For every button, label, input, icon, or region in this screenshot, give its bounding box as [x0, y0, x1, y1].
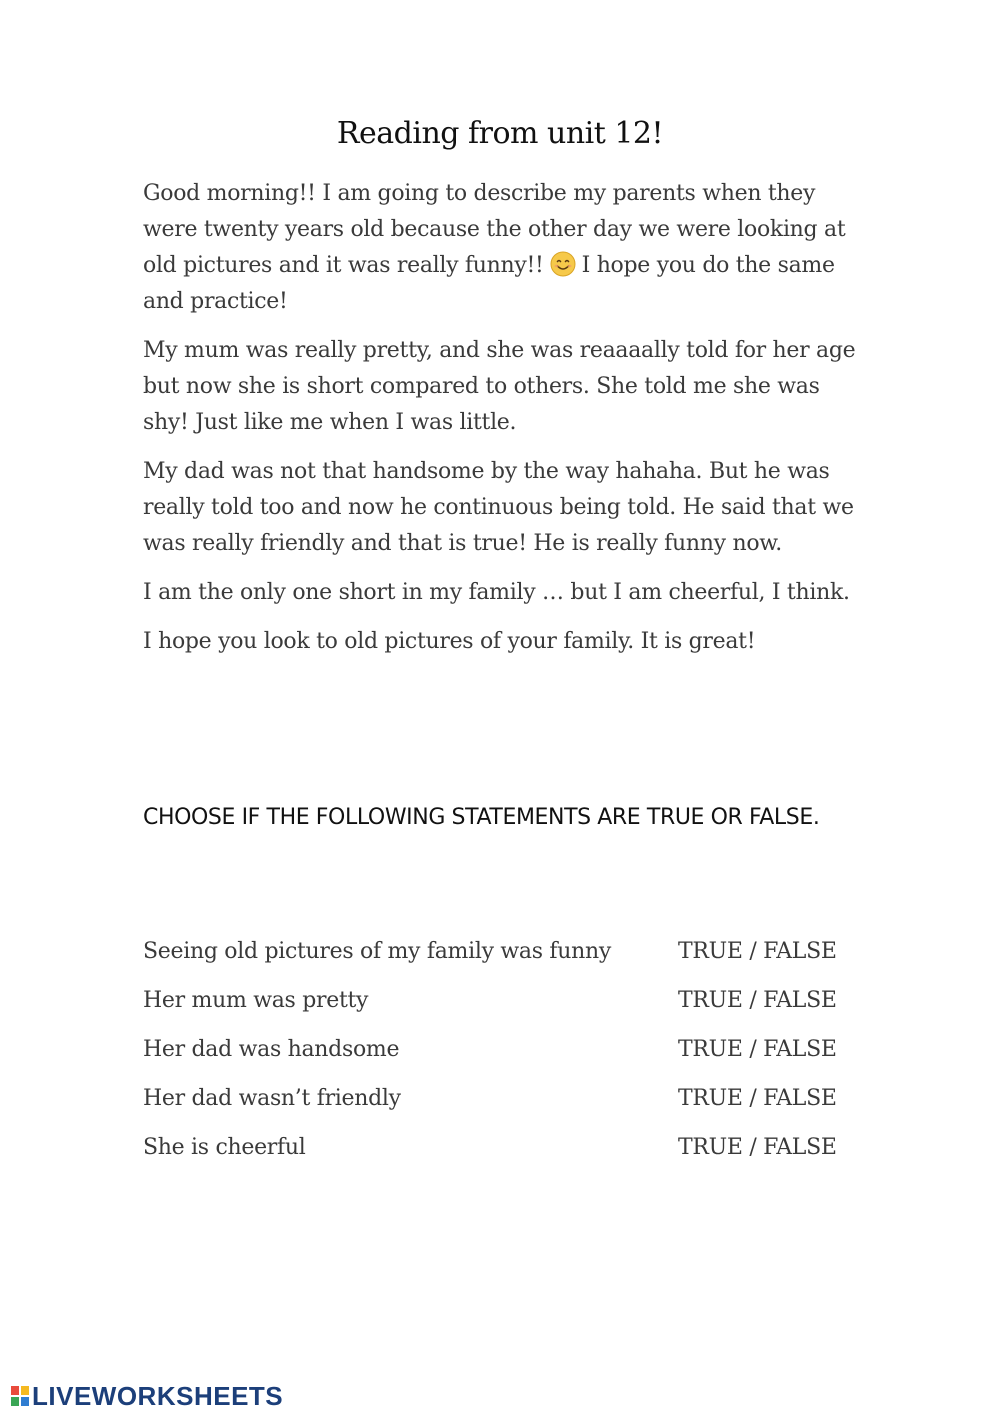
statement-text: Her dad wasn’t friendly	[143, 1086, 401, 1111]
statement-text: Her mum was pretty	[143, 988, 369, 1013]
statement-row	[143, 1028, 863, 1077]
logo-text: LIVEWORKSHEETS	[32, 1380, 284, 1411]
statement-row	[143, 979, 863, 1028]
statement-text: Seeing old pictures of my family was funny	[143, 939, 612, 964]
statement-text: Her dad was handsome	[143, 1037, 400, 1062]
page-title: Reading from unit 12!	[336, 116, 664, 151]
exercise-instruction: CHOOSE IF THE FOLLOWING STATEMENTS ARE TRUE OR FALSE.	[143, 805, 820, 830]
true-false-selector[interactable]: TRUE / FALSE	[678, 1135, 837, 1160]
smiling-face-icon	[550, 251, 576, 277]
reading-text	[143, 176, 858, 673]
paragraph-1	[143, 176, 858, 320]
paragraph-1-end: I hope you do the same and practice!	[143, 253, 835, 314]
true-false-selector[interactable]: TRUE / FALSE	[678, 1086, 837, 1111]
liveworksheets-logo-icon	[10, 1384, 30, 1408]
true-false-selector[interactable]: TRUE / FALSE	[678, 988, 837, 1013]
true-false-selector[interactable]: TRUE / FALSE	[678, 939, 837, 964]
paragraph-3: My dad was not that handsome by the way hahaha. But he was really told too and now he continuous being told. He said that we was really friendly and that is true! He is really funny now.	[143, 459, 854, 556]
statement-text: She is cheerful	[143, 1135, 306, 1160]
statement-row	[143, 1126, 863, 1175]
statement-row	[143, 930, 863, 979]
paragraph-4: I am the only one short in my family … but I am cheerful, I think.	[143, 580, 850, 605]
paragraph-5: I hope you look to old pictures of your family. It is great!	[143, 629, 756, 654]
true-false-selector[interactable]: TRUE / FALSE	[678, 1037, 837, 1062]
paragraph-1-start: Good morning!! I am going to describe my parents when they were twenty years old because the other day we were looking at old pictures and it was really funny!!	[143, 181, 846, 278]
statement-row	[143, 1077, 863, 1126]
paragraph-2: My mum was really pretty, and she was reaaaally told for her age but now she is short compared to others. She told me she was shy! Just like me when I was little.	[143, 338, 856, 435]
liveworksheets-logo[interactable]	[10, 1379, 283, 1413]
true-false-list	[143, 930, 863, 1175]
